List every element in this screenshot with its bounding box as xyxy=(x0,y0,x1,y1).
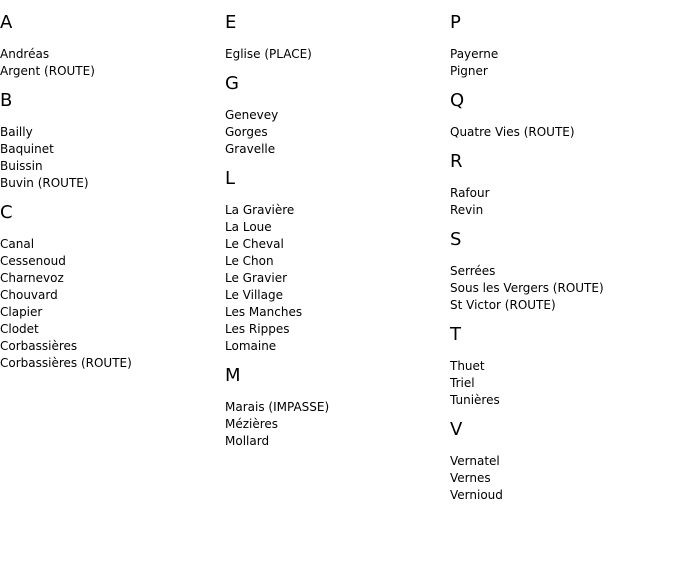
letter-heading: T xyxy=(450,324,461,345)
letter-heading: P xyxy=(450,12,461,33)
street-list xyxy=(225,46,445,63)
street-link[interactable]: Baquinet xyxy=(0,142,54,156)
letter-group xyxy=(450,151,670,219)
street-link[interactable]: Buissin xyxy=(0,159,43,173)
letter-group xyxy=(450,324,670,409)
letter-group xyxy=(0,12,220,80)
letter-heading: M xyxy=(225,365,241,386)
street-link[interactable]: La Gravière xyxy=(225,203,295,217)
street-link[interactable]: Gravelle xyxy=(225,142,276,156)
street-link[interactable]: Le Chon xyxy=(225,254,274,268)
letter-heading: R xyxy=(450,151,463,172)
letter-group xyxy=(450,419,670,504)
street-link[interactable]: Andréas xyxy=(0,47,50,61)
letter-group xyxy=(450,229,670,314)
street-link[interactable]: Vernes xyxy=(450,471,491,485)
street-link[interactable]: Mézières xyxy=(225,417,279,431)
street-link[interactable]: Le Village xyxy=(225,288,283,302)
street-link[interactable]: Charnevoz xyxy=(0,271,64,285)
street-list xyxy=(450,358,670,409)
street-list xyxy=(450,124,670,141)
street-link[interactable]: Chouvard xyxy=(0,288,58,302)
street-list xyxy=(450,46,670,80)
street-link[interactable]: Sous les Vergers (ROUTE) xyxy=(450,281,604,295)
street-link[interactable]: Les Rippes xyxy=(225,322,290,336)
street-list xyxy=(0,236,220,372)
letter-group xyxy=(450,12,670,80)
letter-heading: L xyxy=(225,168,236,189)
street-link[interactable]: Bailly xyxy=(0,125,33,139)
street-link[interactable]: Cessenoud xyxy=(0,254,66,268)
street-link[interactable]: Corbassières (ROUTE) xyxy=(0,356,132,370)
directory-column xyxy=(0,12,220,382)
street-list xyxy=(225,399,445,450)
letter-heading: A xyxy=(0,12,13,33)
street-list xyxy=(0,46,220,80)
street-link[interactable]: Argent (ROUTE) xyxy=(0,64,95,78)
street-link[interactable]: Marais (IMPASSE) xyxy=(225,400,330,414)
street-link[interactable]: Clodet xyxy=(0,322,39,336)
street-list xyxy=(225,202,445,355)
street-link[interactable]: Les Manches xyxy=(225,305,303,319)
street-list xyxy=(450,453,670,504)
street-link[interactable]: St Victor (ROUTE) xyxy=(450,298,556,312)
street-link[interactable]: Clapier xyxy=(0,305,43,319)
street-link[interactable]: Gorges xyxy=(225,125,268,139)
directory-column xyxy=(225,12,445,460)
street-link[interactable]: Corbassières xyxy=(0,339,78,353)
street-link[interactable]: Pigner xyxy=(450,64,488,78)
street-link[interactable]: Le Cheval xyxy=(225,237,284,251)
street-link[interactable]: Eglise (PLACE) xyxy=(225,47,312,61)
street-link[interactable]: La Loue xyxy=(225,220,272,234)
street-link[interactable]: Triel xyxy=(450,376,475,390)
letter-group xyxy=(0,202,220,372)
street-link[interactable]: Mollard xyxy=(225,434,270,448)
street-link[interactable]: Rafour xyxy=(450,186,490,200)
letter-group xyxy=(225,12,445,63)
street-link[interactable]: Serrées xyxy=(450,264,496,278)
letter-heading: S xyxy=(450,229,462,250)
street-list xyxy=(450,185,670,219)
street-link[interactable]: Canal xyxy=(0,237,35,251)
letter-heading: C xyxy=(0,202,13,223)
letter-heading: E xyxy=(225,12,237,33)
letter-heading: V xyxy=(450,419,463,440)
street-list xyxy=(450,263,670,314)
letter-group xyxy=(225,168,445,355)
street-link[interactable]: Tunières xyxy=(450,393,500,407)
letter-heading: G xyxy=(225,73,239,94)
directory-column xyxy=(450,12,670,514)
letter-heading: Q xyxy=(450,90,465,111)
street-link[interactable]: Buvin (ROUTE) xyxy=(0,176,89,190)
street-link[interactable]: Le Gravier xyxy=(225,271,288,285)
street-list xyxy=(0,124,220,192)
street-link[interactable]: Genevey xyxy=(225,108,279,122)
street-link[interactable]: Lomaine xyxy=(225,339,277,353)
street-list xyxy=(225,107,445,158)
letter-group xyxy=(450,90,670,141)
street-link[interactable]: Payerne xyxy=(450,47,499,61)
letter-group xyxy=(0,90,220,192)
street-link[interactable]: Vernatel xyxy=(450,454,500,468)
street-link[interactable]: Thuet xyxy=(450,359,485,373)
street-link[interactable]: Quatre Vies (ROUTE) xyxy=(450,125,575,139)
letter-group xyxy=(225,73,445,158)
street-link[interactable]: Vernioud xyxy=(450,488,503,502)
letter-group xyxy=(225,365,445,450)
letter-heading: B xyxy=(0,90,13,111)
street-link[interactable]: Revin xyxy=(450,203,484,217)
